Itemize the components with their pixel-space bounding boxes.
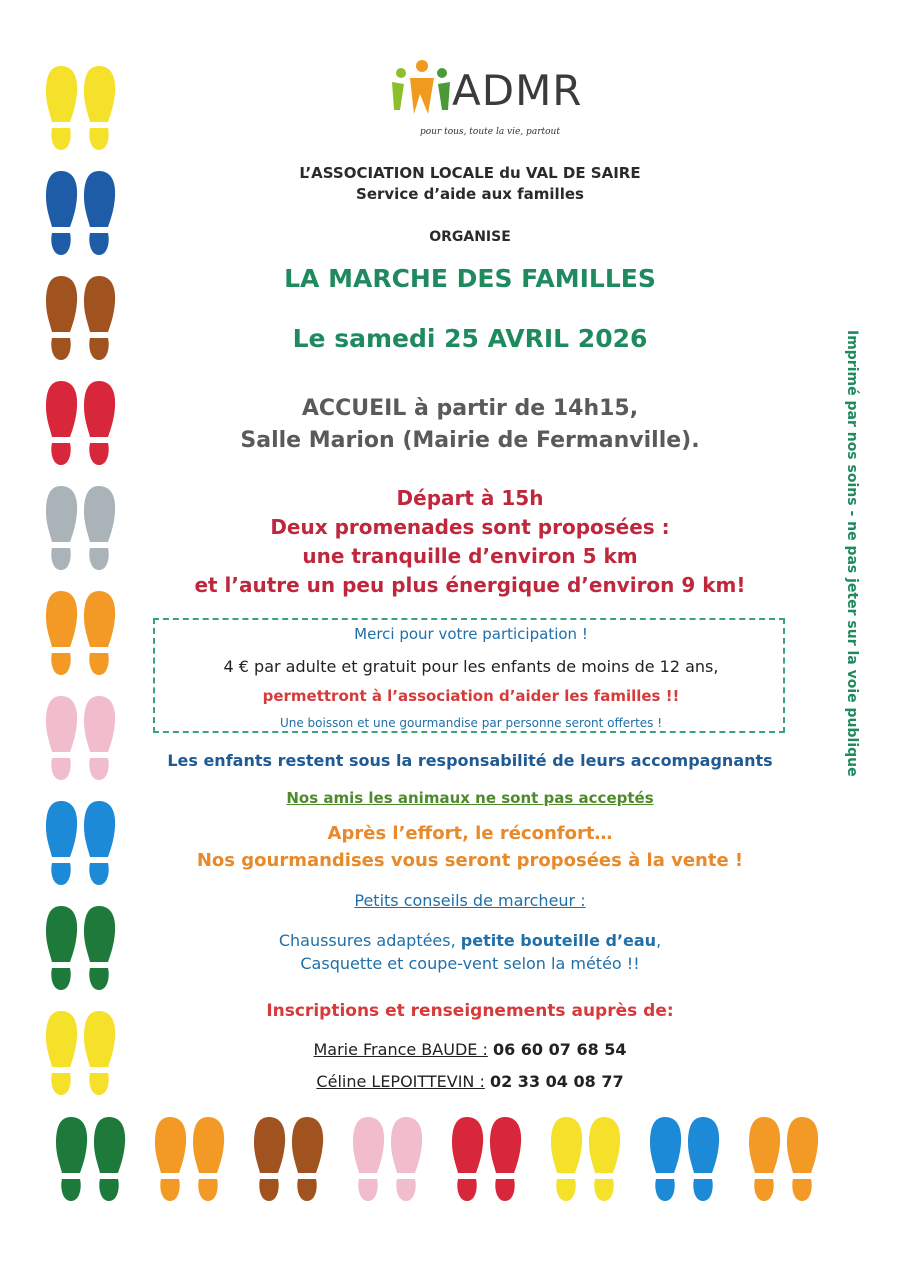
inscriptions-title: Inscriptions et renseignements auprès de: <box>266 1001 674 1021</box>
footprint-icon <box>50 1115 130 1205</box>
conseils-comma: , <box>656 931 662 950</box>
footprint-icon <box>40 589 120 679</box>
footprint-icon <box>446 1115 526 1205</box>
footprint-pair <box>40 589 120 683</box>
footprint-icon <box>248 1115 328 1205</box>
logo-tagline: pour tous, toute la vie, partout <box>420 127 560 137</box>
enfants-note: Les enfants restent sous la responsabilité de leurs accompagnants <box>167 751 773 770</box>
service-name: Service d’aide aux familles <box>356 185 584 203</box>
footprint-icon <box>40 799 120 889</box>
vente-note: Nos gourmandises vous seront proposées à la vente ! <box>196 850 744 871</box>
footprint-pair <box>743 1115 823 1209</box>
contact-phone[interactable]: 02 33 04 08 77 <box>489 1072 624 1091</box>
footprint-icon <box>40 169 120 259</box>
footprint-icon <box>149 1115 229 1205</box>
footprint-pair <box>40 694 120 788</box>
footprint-pair <box>40 274 120 368</box>
logo-brand: ADMR <box>452 66 583 115</box>
depart-time: Départ à 15h <box>396 486 544 510</box>
contact-phone[interactable]: 06 60 07 68 54 <box>492 1040 627 1059</box>
footprint-pair <box>347 1115 427 1209</box>
footprint-pair <box>40 379 120 473</box>
footprint-pair <box>40 799 120 893</box>
effort-note: Après l’effort, le réconfort… <box>327 823 613 844</box>
admr-logo <box>390 58 600 148</box>
footprint-pair <box>40 64 120 158</box>
footprint-pair <box>446 1115 526 1209</box>
people-logo-icon <box>390 58 452 120</box>
side-print-note: Imprimé par nos soins - ne pas jeter sur la voie publique <box>844 330 860 777</box>
footprint-icon <box>40 904 120 994</box>
offert-text: Une boisson et une gourmandise par personne seront offertes ! <box>279 716 663 730</box>
tarif-text: 4 € par adulte et gratuit pour les enfants de moins de 12 ans, <box>223 657 719 676</box>
promenade-energique: et l’autre un peu plus énergique d’environ 9 km! <box>194 573 746 597</box>
conseils-line2: Casquette et coupe-vent selon la météo !! <box>300 954 640 973</box>
footprint-pair <box>40 484 120 578</box>
footprint-icon <box>40 274 120 364</box>
conseils-chaussures: Chaussures adaptées, <box>278 931 461 950</box>
accueil-location: Salle Marion (Mairie de Fermanville). <box>240 428 700 453</box>
association-name: L’ASSOCIATION LOCALE du VAL DE SAIRE <box>299 164 641 182</box>
aide-text: permettront à l’association d’aider les familles !! <box>262 687 680 705</box>
animaux-note: Nos amis les animaux ne sont pas acceptés <box>286 789 654 807</box>
merci-text: Merci pour votre participation ! <box>354 625 588 643</box>
footprint-icon <box>644 1115 724 1205</box>
footprint-icon <box>743 1115 823 1205</box>
footprint-icon <box>40 379 120 469</box>
footprint-icon <box>347 1115 427 1205</box>
footprint-pair <box>644 1115 724 1209</box>
organise-label: ORGANISE <box>429 229 511 245</box>
footprint-pair <box>149 1115 229 1209</box>
event-title: LA MARCHE DES FAMILLES <box>284 264 656 293</box>
footprint-pair <box>50 1115 130 1209</box>
footprint-pair <box>40 904 120 998</box>
contact-row <box>150 1072 790 1091</box>
accueil-time: ACCUEIL à partir de 14h15, <box>301 396 639 421</box>
footprint-icon <box>545 1115 625 1205</box>
contact-name: Céline LEPOITTEVIN : <box>316 1072 485 1091</box>
event-date: Le samedi 25 AVRIL 2026 <box>292 324 648 353</box>
footprint-icon <box>40 484 120 574</box>
conseils-bouteille: petite bouteille d’eau <box>460 931 657 950</box>
footprint-pair <box>40 1009 120 1103</box>
contact-row <box>150 1040 790 1059</box>
footprint-icon <box>40 1009 120 1099</box>
footprint-icon <box>40 64 120 154</box>
conseils-line1 <box>150 929 790 953</box>
promenade-tranquille: une tranquille d’environ 5 km <box>302 544 638 568</box>
footprint-pair <box>40 169 120 263</box>
conseils-title: Petits conseils de marcheur : <box>354 891 586 910</box>
contact-name: Marie France BAUDE : <box>313 1040 488 1059</box>
promenades-intro: Deux promenades sont proposées : <box>270 515 670 539</box>
participation-box <box>153 618 785 733</box>
footprint-pair <box>248 1115 328 1209</box>
footprint-icon <box>40 694 120 784</box>
footprint-pair <box>545 1115 625 1209</box>
